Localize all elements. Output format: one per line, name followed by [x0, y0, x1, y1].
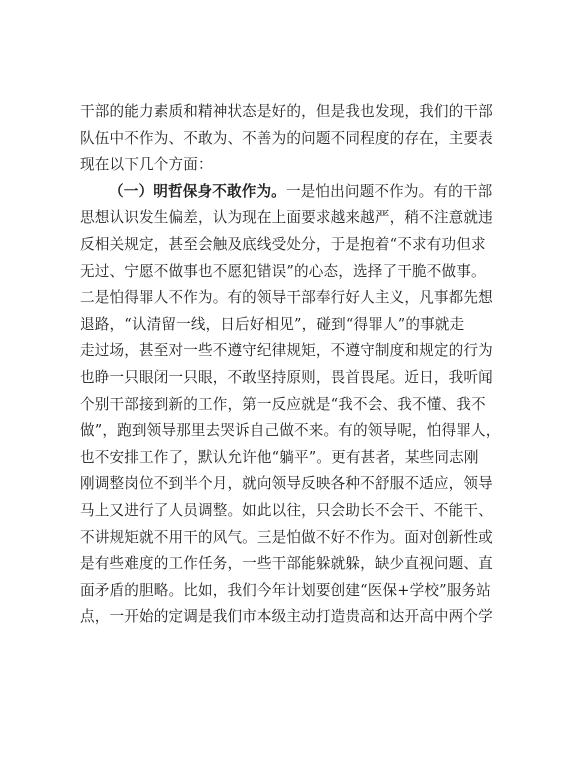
text-line: 无过、宁愿不做事也不愿犯错误”的心态，选择了干脆不做事。 — [80, 262, 486, 280]
section-heading: （一）明哲保身不敢作为。 — [109, 182, 286, 200]
text-line: 刚调整岗位不到半个月，就向领导反映各种不舒服不适应，领导 — [80, 475, 493, 493]
text-line: 个别干部接到新的工作，第一反应就是“我不会、我不懂、我不 — [80, 395, 486, 413]
text-line: 也睁一只眼闭一只眼，不敢坚持原则，畏首畏尾。近日，我听闻 — [80, 368, 493, 386]
text-line: 点，一开始的定调是我们市本级主动打造贵高和达开高中两个学 — [80, 608, 493, 626]
text-line: 也不安排工作了，默认允许他“躺平”。更有甚者，某些同志刚 — [80, 448, 479, 466]
text-line: 一是怕出问题不作为。有的干部 — [285, 182, 493, 200]
text-line: 退路，“认清留一线，日后好相见”，碰到“得罪人”的事就走 — [80, 315, 465, 333]
text-line: 不讲规矩就不用干的风气。三是怕做不好不作为。面对创新性或 — [80, 528, 493, 546]
text-line: 队伍中不作为、不敢为、不善为的问题不同程度的存在，主要表 — [80, 129, 493, 147]
text-line: 是有些难度的工作任务，一些干部能躲就躲，缺少直视问题、直 — [80, 555, 493, 573]
text-line: 面矛盾的胆略。比如，我们今年计划要创建“医保+学校”服务站 — [80, 581, 491, 599]
text-line: 现在以下几个方面： — [80, 156, 213, 174]
section-heading-line — [80, 179, 508, 206]
text-line: 干部的能力素质和精神状态是好的，但是我也发现，我们的干部 — [80, 103, 493, 120]
text-line: 走过场，甚至对一些不遵守纪律规矩，不遵守制度和规定的行为 — [80, 342, 493, 360]
body-text — [80, 99, 508, 631]
text-line: 反相关规定，甚至会触及底线受处分，于是抱着“不求有功但求 — [80, 235, 486, 253]
text-line: 马上又进行了人员调整。如此以往，只会助长不会干、不能干、 — [80, 501, 493, 519]
text-line: 做”，跑到领导那里去哭诉自己做不来。有的领导呢，怕得罪人， — [80, 422, 501, 440]
text-line: 思想认识发生偏差，认为现在上面要求越来越严，稍不注意就违 — [80, 209, 493, 227]
text-line: 二是怕得罪人不作为。有的领导干部奉行好人主义，凡事都先想 — [80, 289, 493, 307]
